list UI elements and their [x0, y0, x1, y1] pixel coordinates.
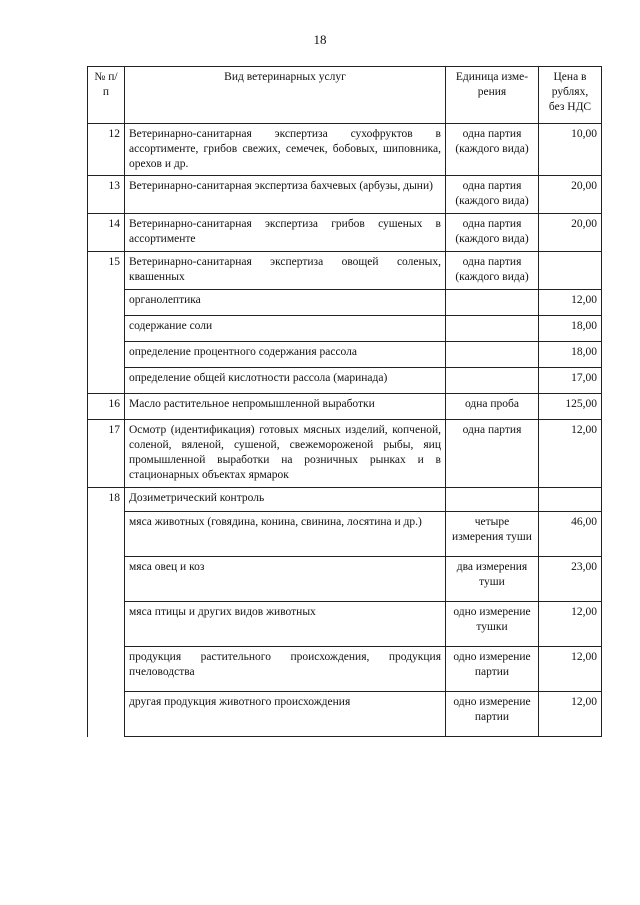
cell-service: Ветеринарно-санитарная экспертиза бахчевых (арбузы, дыни) [125, 176, 446, 214]
cell-service: определение процентного содержания рассола [125, 342, 446, 368]
cell-num [88, 316, 125, 342]
cell-unit [446, 368, 539, 394]
table-row [88, 488, 602, 512]
cell-unit: одна партия (каждого вида) [446, 214, 539, 252]
cell-unit: одно измерение тушки [446, 602, 539, 647]
cell-num [88, 647, 125, 692]
cell-unit: одна партия (каждого вида) [446, 176, 539, 214]
cell-unit: два измерения туши [446, 557, 539, 602]
cell-price: 12,00 [539, 290, 602, 316]
cell-num [88, 602, 125, 647]
page-number: 18 [313, 32, 327, 47]
cell-service: Ветеринарно-санитарная экспертиза сухофруктов в ассортименте, грибов свежих, семечек, бобовых, шиповника, орехов и др. [125, 124, 446, 176]
cell-service: мяса животных (говядина, конина, свинина, лосятина и др.) [125, 512, 446, 557]
cell-price: 23,00 [539, 557, 602, 602]
cell-unit [446, 316, 539, 342]
cell-price: 18,00 [539, 316, 602, 342]
cell-num [88, 557, 125, 602]
cell-service: Ветеринарно-санитарная экспертиза овощей соленых, квашенных [125, 252, 446, 290]
table-row [88, 342, 602, 368]
cell-service: Масло растительное непромышленной выработки [125, 394, 446, 420]
cell-unit [446, 290, 539, 316]
table-row [88, 557, 602, 602]
table-row [88, 420, 602, 488]
table-row [88, 692, 602, 737]
cell-unit: одна проба [446, 394, 539, 420]
cell-num: 12 [88, 124, 125, 176]
cell-service: мяса птицы и других видов животных [125, 602, 446, 647]
header-service: Вид ветеринарных услуг [125, 67, 446, 124]
header-num: № п/п [88, 67, 125, 124]
cell-unit: четыре измерения туши [446, 512, 539, 557]
table-row [88, 124, 602, 176]
cell-price: 12,00 [539, 420, 602, 488]
cell-num: 13 [88, 176, 125, 214]
header-unit: Единица изме-рения [446, 67, 539, 124]
cell-price [539, 488, 602, 512]
cell-price: 125,00 [539, 394, 602, 420]
cell-num: 14 [88, 214, 125, 252]
cell-service: определение общей кислотности рассола (маринада) [125, 368, 446, 394]
cell-unit: одна партия (каждого вида) [446, 252, 539, 290]
cell-num: 17 [88, 420, 125, 488]
header-price: Цена в рублях, без НДС [539, 67, 602, 124]
cell-unit [446, 342, 539, 368]
cell-num [88, 290, 125, 316]
table-row [88, 214, 602, 252]
cell-num [88, 368, 125, 394]
cell-num [88, 512, 125, 557]
table-row [88, 368, 602, 394]
cell-num: 15 [88, 252, 125, 290]
table-row [88, 290, 602, 316]
cell-num: 18 [88, 488, 125, 512]
cell-unit: одно измерение партии [446, 647, 539, 692]
table-header-row [88, 67, 602, 124]
table-row [88, 176, 602, 214]
cell-service: продукция растительного происхождения, продукция пчеловодства [125, 647, 446, 692]
cell-num [88, 342, 125, 368]
cell-price: 46,00 [539, 512, 602, 557]
cell-num: 16 [88, 394, 125, 420]
cell-service: Дозиметрический контроль [125, 488, 446, 512]
table-row [88, 647, 602, 692]
cell-service: мяса овец и коз [125, 557, 446, 602]
cell-unit [446, 488, 539, 512]
cell-price: 12,00 [539, 647, 602, 692]
cell-service: другая продукция животного происхождения [125, 692, 446, 737]
price-table [87, 66, 602, 737]
cell-price: 20,00 [539, 214, 602, 252]
cell-unit: одно измерение партии [446, 692, 539, 737]
cell-price: 20,00 [539, 176, 602, 214]
cell-unit: одна партия [446, 420, 539, 488]
table-row [88, 394, 602, 420]
cell-unit: одна партия (каждого вида) [446, 124, 539, 176]
table-row [88, 316, 602, 342]
cell-service: органолептика [125, 290, 446, 316]
cell-num [88, 692, 125, 737]
cell-service: Осмотр (идентификация) готовых мясных изделий, копченой, соленой, вяленой, сушеной, свежемороженой рыбы, яиц промышленной выработки на розничных рынках и в стационарных объектах ярмарок [125, 420, 446, 488]
table-row [88, 602, 602, 647]
cell-price: 10,00 [539, 124, 602, 176]
cell-price: 17,00 [539, 368, 602, 394]
cell-price [539, 252, 602, 290]
cell-price: 18,00 [539, 342, 602, 368]
cell-price: 12,00 [539, 602, 602, 647]
table-row [88, 252, 602, 290]
cell-service: Ветеринарно-санитарная экспертиза грибов сушеных в ассортименте [125, 214, 446, 252]
table-row [88, 512, 602, 557]
cell-service: содержание соли [125, 316, 446, 342]
cell-price: 12,00 [539, 692, 602, 737]
